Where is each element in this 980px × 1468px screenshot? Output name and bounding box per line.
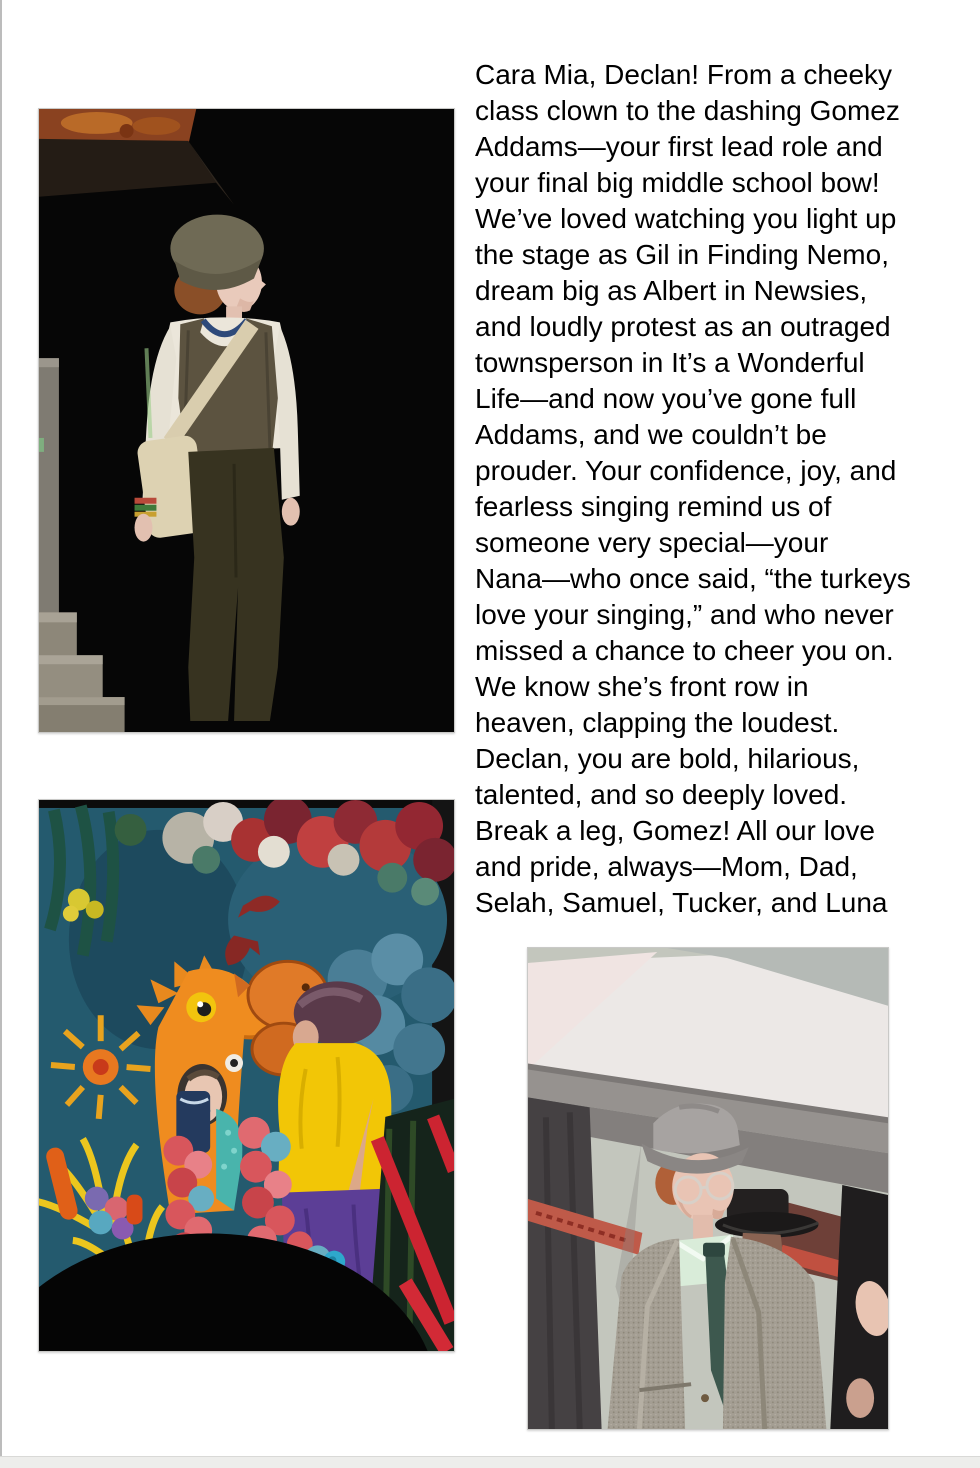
page-left-edge [0,0,2,1468]
tribute-line: Cara Mia, Declan! From a cheeky [475,59,893,90]
tribute-line: missed a chance to cheer you on. [475,635,894,666]
tribute-line: Break a leg, Gomez! All our love [475,815,875,846]
tribute-line: Declan, you are bold, hilarious, [475,743,860,774]
tribute-line: dream big as Albert in Newsies, [475,275,868,306]
photo-seahorse-scene [38,799,455,1352]
photo-stage-vest-art [39,109,454,732]
photo-stage-vest [38,108,455,733]
photo-gray-suit-art [528,948,888,1429]
tribute-line: We know she’s front row in [475,671,809,702]
tribute-line: class clown to the dashing Gomez [475,95,900,126]
photo-seahorse-scene-art [39,800,454,1351]
tribute-line: Addams—your first lead role and [475,131,883,162]
photo-gray-suit [527,947,889,1430]
tribute-line: and loudly protest as an outraged [475,311,891,342]
tribute-line: talented, and so deeply loved. [475,779,848,810]
tribute-line: Selah, Samuel, Tucker, and Luna [475,887,888,918]
tribute-line: Nana—who once said, “the turkeys [475,563,911,594]
tribute-line: the stage as Gil in Finding Nemo, [475,239,889,270]
tribute-line: love your singing,” and who never [475,599,894,630]
tribute-line: heaven, clapping the loudest. [475,707,840,738]
tribute-line: someone very special—your [475,527,829,558]
page-bottom-strip [0,1456,980,1468]
tribute-text [475,57,965,921]
tribute-line: Addams, and we couldn’t be [475,419,827,450]
tribute-line: Life—and now you’ve gone full [475,383,857,414]
tribute-line: townsperson in It’s a Wonderful [475,347,865,378]
tribute-line: prouder. Your confidence, joy, and [475,455,897,486]
tribute-line: and pride, always—Mom, Dad, [475,851,858,882]
tribute-line: We’ve loved watching you light up [475,203,897,234]
tribute-line: fearless singing remind us of [475,491,832,522]
tribute-line: your final big middle school bow! [475,167,880,198]
left-curtain [528,1097,602,1429]
